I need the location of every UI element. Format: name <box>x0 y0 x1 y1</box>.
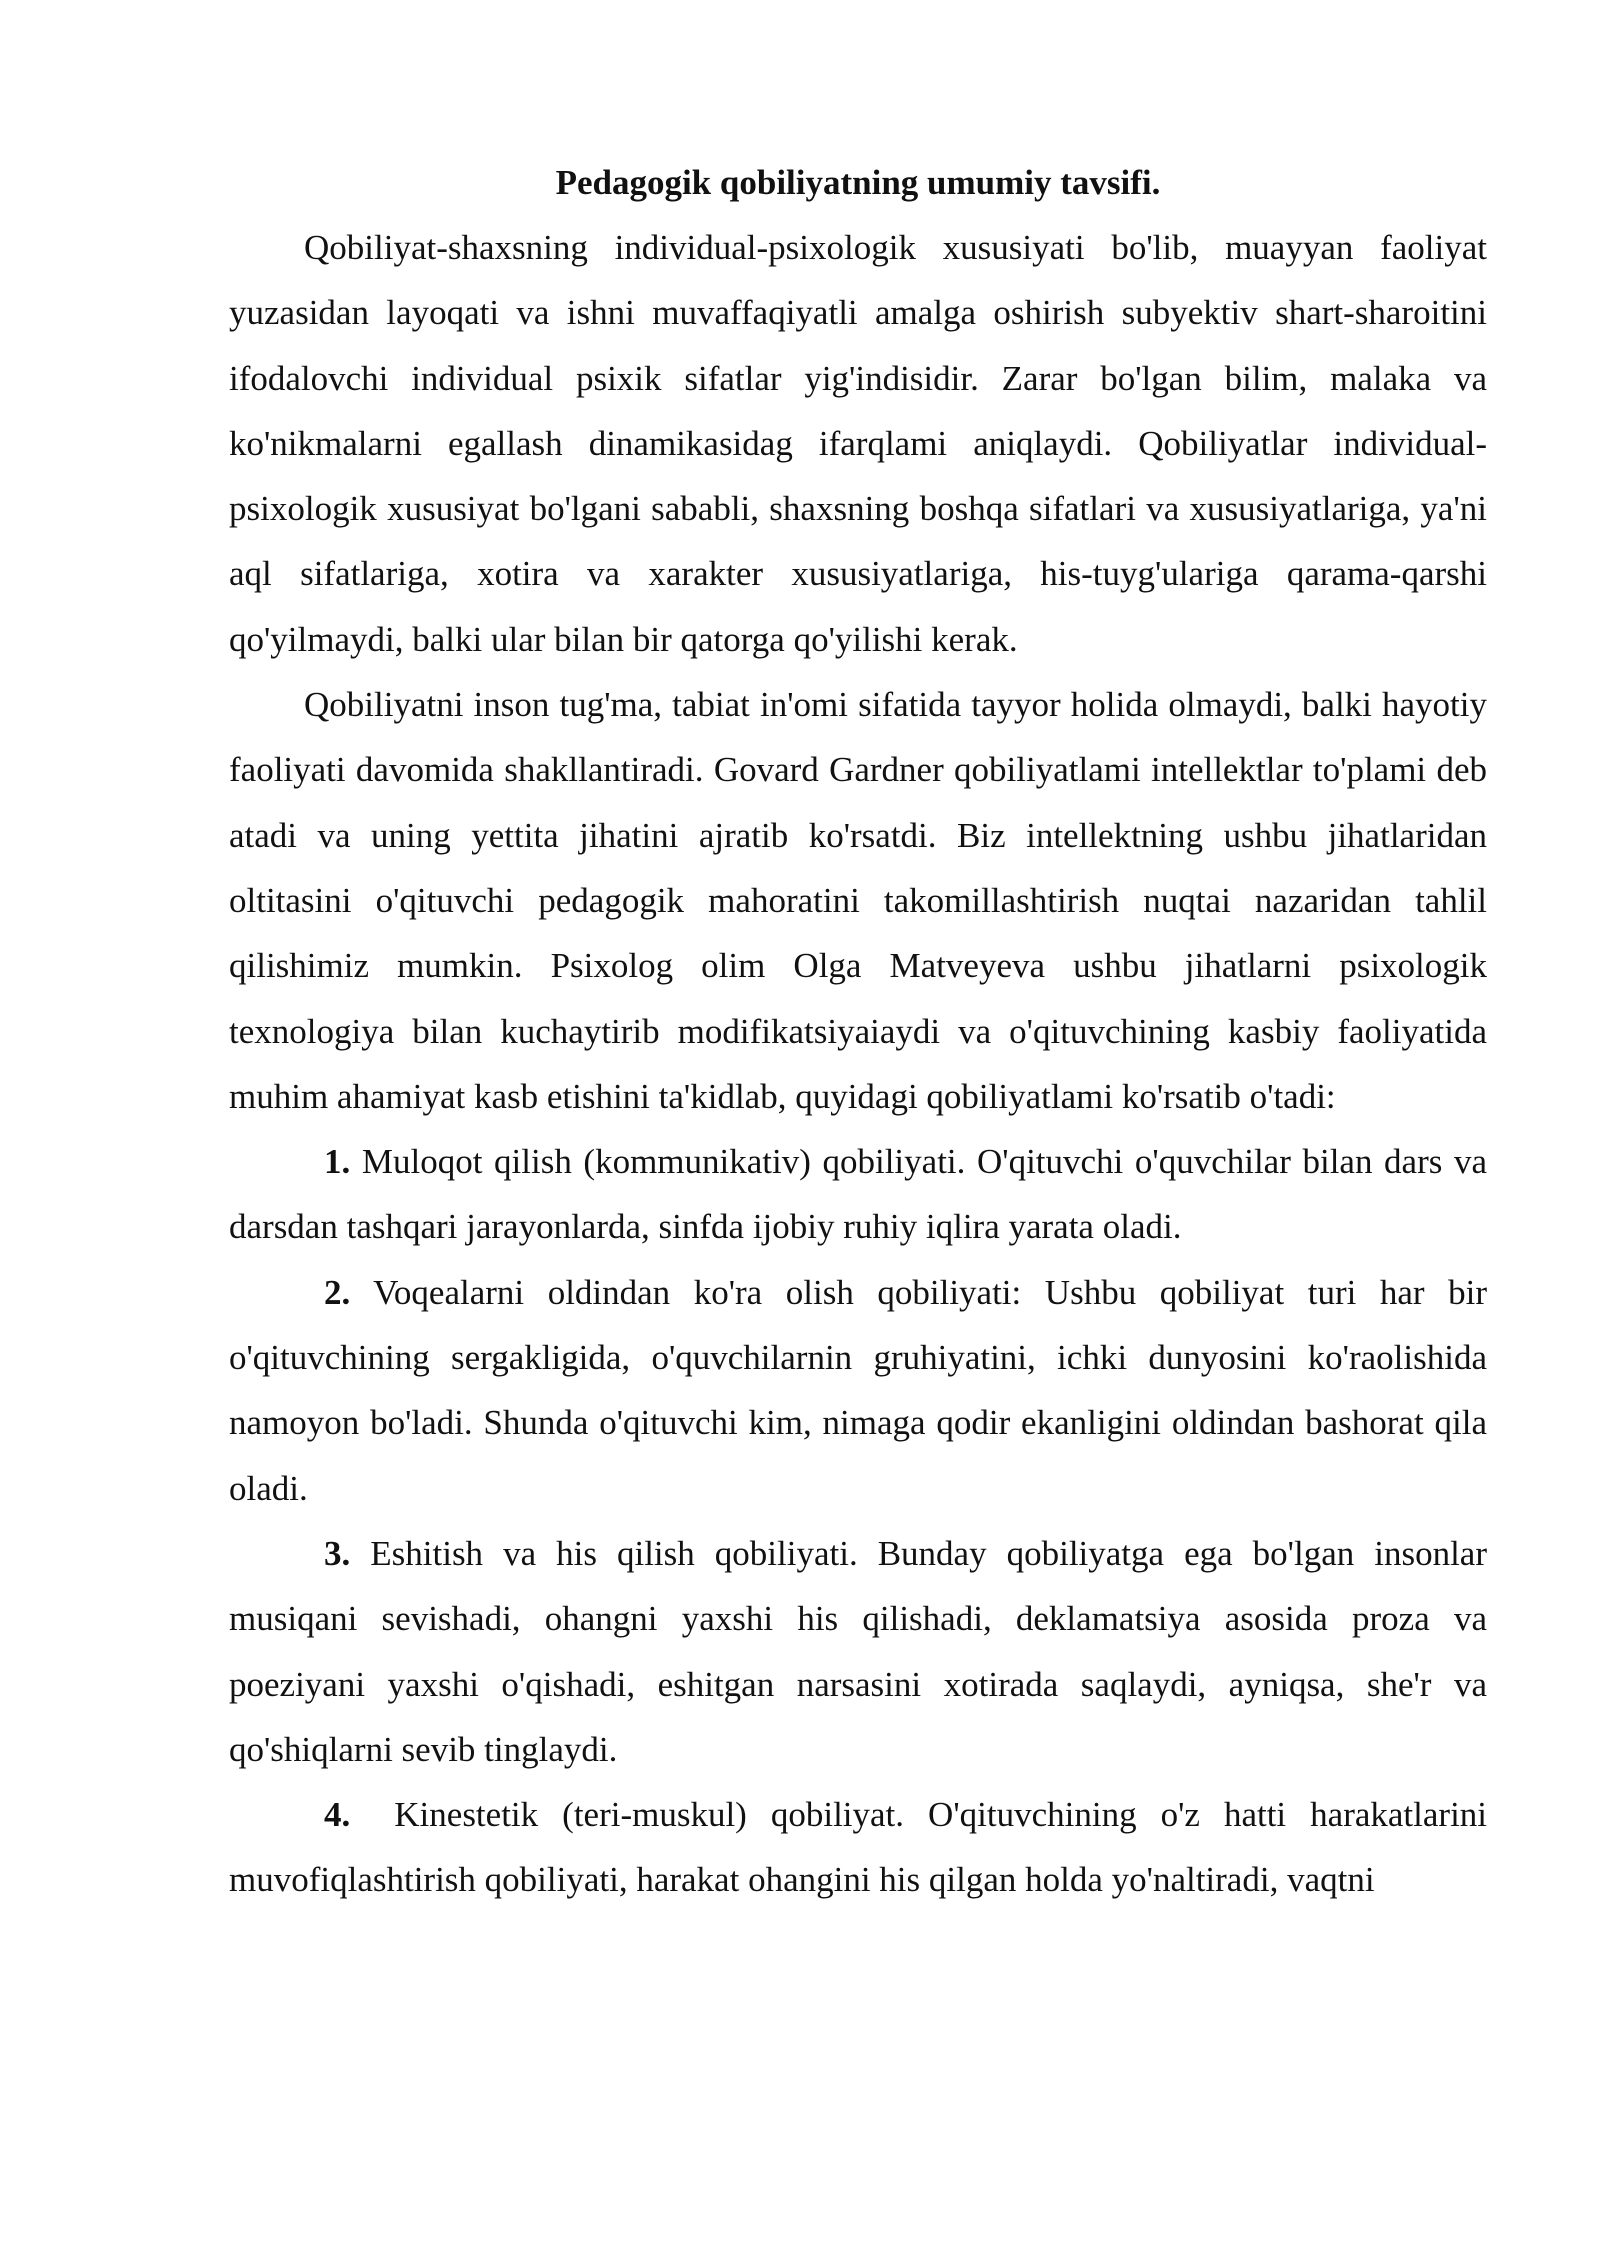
list-item-number: 1. <box>324 1142 351 1182</box>
list-item-number: 3. <box>324 1533 351 1573</box>
paragraph-2: Qobiliyatni inson tug'ma, tabiat in'omi sifatida tayyor holida olmaydi, balki hayotiy faoliyati davomida shakllantiradi. Govard Gardner qobiliyatlami intellektlar to'plami deb atadi va uning yettita jihatini ajratib ko'rsatdi. Biz intellektning ushbu jihatlaridan oltitasini o'qituvchi pedagogik mahoratini takomillashtirish nuqtai nazaridan tahlil qilishimiz mumkin. Psixolog olim Olga Matveyeva ushbu jihatlarni psixologik texnologiya bilan kuchaytirib modifikatsiyaiaydi va o'qituvchining kasbiy faoliyatida muhim ahamiyat kasb etishini ta'kidlab, quyidagi qobiliyatlami ko'rsatib o'tadi: <box>229 685 1487 1116</box>
list-item-text: Muloqot qilish (kommunikativ) qobiliyati. O'qituvchi o'quvchilar bilan dars va darsdan tashqari jarayonlarda, sinfda ijobiy ruhiy iqlira yarata oladi. <box>229 1142 1487 1247</box>
list-item-2 <box>229 1260 1487 1521</box>
list-item-number: 2. <box>324 1272 351 1312</box>
document-body <box>229 150 1487 1913</box>
list-item-text: Kinestetik (teri-muskul) qobiliyat. O'qituvchining o'z hatti harakatlarini muvofiqlashtirish qobiliyati, harakat ohangini his qilgan holda yo'naltiradi, vaqtni <box>229 1795 1488 1900</box>
list-item-number: 4. <box>324 1795 351 1835</box>
list-item-1 <box>229 1129 1487 1260</box>
paragraph-1: Qobiliyat-shaxsning individual-psixologik xususiyati bo'lib, muayyan faoliyat yuzasidan layoqati va ishni muvaffaqiyatli amalga oshirish subyektiv shart-sharoitini ifodalovchi individual psixik sifatlar yig'indisidir. Zarar bo'lgan bilim, malaka va ko'nikmalarni egallash dinamikasidag ifarqlami aniqlaydi. Qobiliyatlar individual-psixologik xususiyat bo'lgani sababli, shaxsning boshqa sifatlari va xususiyatlariga, ya'ni aql sifatlariga, xotira va xarakter xususiyatlariga, his-tuyg'ulariga qarama-qarshi qo'yilmaydi, balki ular bilan bir qatorga qo'yilishi kerak. <box>229 228 1487 659</box>
list-item-4 <box>229 1782 1487 1913</box>
list-item-3 <box>229 1521 1487 1782</box>
document-title: Pedagogik qobiliyatning umumiy tavsifi. <box>555 163 1161 202</box>
list-item-text: Eshitish va his qilish qobiliyati. Bunday qobiliyatga ega bo'lgan insonlar musiqani sevishadi, ohangni yaxshi his qilishadi, deklamatsiya asosida proza va poeziyani yaxshi o'qishadi, eshitgan narsasini xotirada saqlaydi, ayniqsa, she'r va qo'shiqlarni sevib tinglaydi. <box>229 1533 1488 1769</box>
list-item-text: Voqealarni oldindan ko'ra olish qobiliyati: Ushbu qobiliyat turi har bir o'qituvchining sergakligida, o'quvchilarnin gruhiyatini, ichki dunyosini ko'raolishida namoyon bo'ladi. Shunda o'qituvchi kim, nimaga qodir ekanligini oldindan bashorat qila oladi. <box>229 1272 1487 1508</box>
